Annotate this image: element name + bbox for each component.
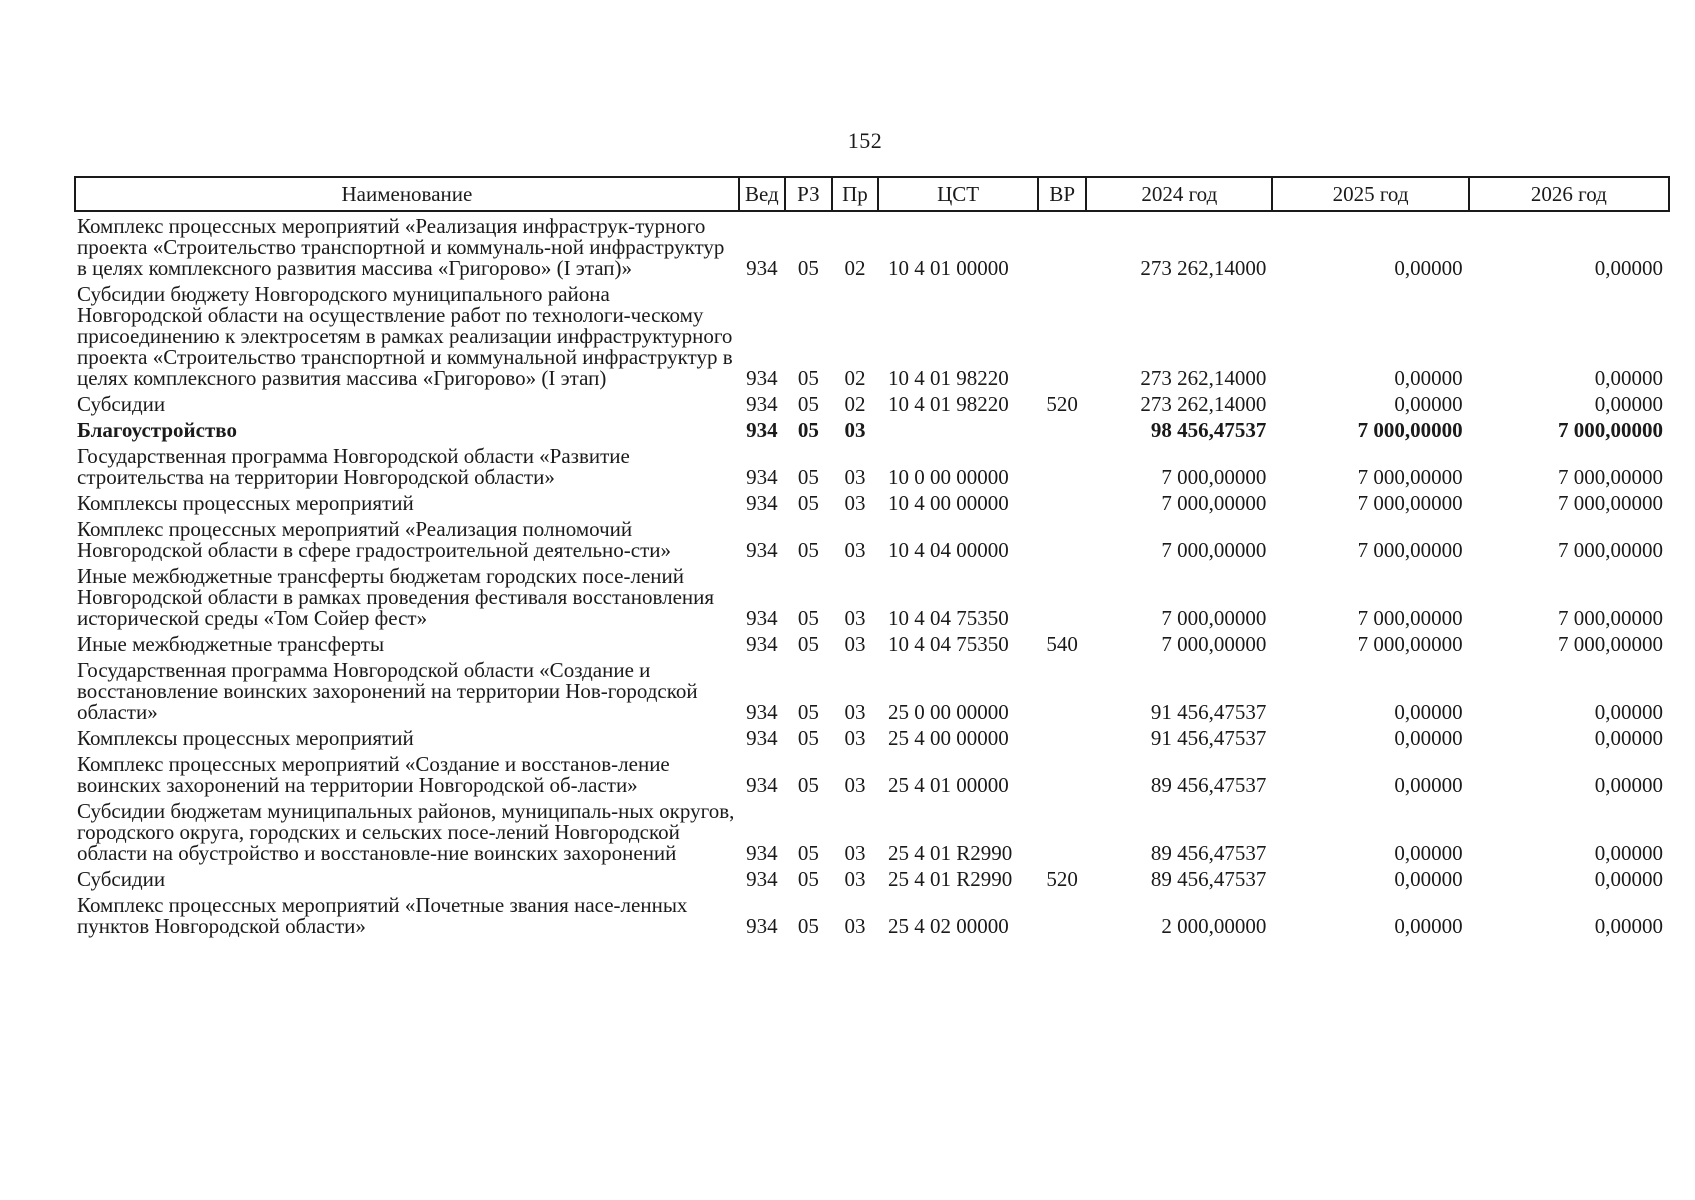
cell-name: Комплекс процессных мероприятий «Создание и восстанов-ление воинских захоронений на территории Новгородской об-ласти» bbox=[77, 752, 670, 797]
cell-2026: 7 000,00000 bbox=[1558, 606, 1663, 630]
cell-ved: 934 bbox=[746, 726, 778, 750]
cell-vr bbox=[1038, 282, 1086, 392]
cell-rz: 05 bbox=[797, 366, 819, 390]
cell-2025: 7 000,00000 bbox=[1357, 632, 1463, 656]
cell-vr bbox=[1038, 752, 1086, 799]
table-row bbox=[75, 444, 1669, 491]
cell-2025: 0,00000 bbox=[1394, 841, 1463, 865]
header-vr: ВР bbox=[1038, 177, 1086, 211]
cell-2025: 7 000,00000 bbox=[1357, 491, 1463, 515]
budget-table bbox=[74, 176, 1670, 940]
cell-2025: 0,00000 bbox=[1394, 700, 1463, 724]
cell-2024: 2 000,00000 bbox=[1161, 914, 1267, 938]
cell-rz: 05 bbox=[797, 538, 819, 562]
cell-pr: 02 bbox=[844, 256, 866, 280]
table-row bbox=[75, 726, 1669, 752]
cell-2026: 0,00000 bbox=[1594, 773, 1663, 797]
table-row bbox=[75, 564, 1669, 632]
cell-rz: 05 bbox=[797, 632, 819, 656]
cell-2024: 91 456,47537 bbox=[1150, 700, 1267, 724]
cell-vr: 520 bbox=[1046, 867, 1078, 891]
cell-2026: 0,00000 bbox=[1594, 366, 1663, 390]
header-2025: 2025 год bbox=[1272, 177, 1468, 211]
cell-vr bbox=[1038, 893, 1086, 940]
cell-cst: 10 0 00 00000 bbox=[887, 465, 1009, 489]
cell-name: Субсидии bbox=[77, 867, 166, 891]
table-row bbox=[75, 211, 1669, 282]
cell-2025: 0,00000 bbox=[1394, 256, 1463, 280]
cell-pr: 03 bbox=[844, 841, 866, 865]
cell-2024: 7 000,00000 bbox=[1161, 606, 1267, 630]
cell-name: Иные межбюджетные трансферты bbox=[77, 632, 385, 656]
cell-ved: 934 bbox=[746, 632, 778, 656]
cell-cst: 10 4 04 00000 bbox=[887, 538, 1009, 562]
cell-name: Государственная программа Новгородской области «Развитие строительства на территории Новгородской области» bbox=[77, 444, 630, 489]
header-cst: ЦСТ bbox=[878, 177, 1038, 211]
cell-2026: 0,00000 bbox=[1594, 256, 1663, 280]
cell-vr bbox=[1038, 491, 1086, 517]
table-row bbox=[75, 491, 1669, 517]
cell-cst bbox=[878, 418, 1038, 444]
cell-vr: 540 bbox=[1046, 632, 1078, 656]
cell-2024: 273 262,14000 bbox=[1140, 392, 1267, 416]
cell-2026: 0,00000 bbox=[1594, 700, 1663, 724]
cell-2026: 7 000,00000 bbox=[1558, 465, 1663, 489]
cell-2026: 0,00000 bbox=[1594, 841, 1663, 865]
table-header bbox=[75, 177, 1669, 211]
cell-pr: 03 bbox=[844, 418, 866, 442]
cell-name: Субсидии bbox=[77, 392, 166, 416]
cell-2026: 0,00000 bbox=[1594, 867, 1663, 891]
cell-rz: 05 bbox=[797, 606, 819, 630]
cell-rz: 05 bbox=[797, 867, 819, 891]
cell-2024: 273 262,14000 bbox=[1140, 366, 1267, 390]
cell-2026: 7 000,00000 bbox=[1558, 538, 1663, 562]
header-2026: 2026 год bbox=[1469, 177, 1669, 211]
cell-vr bbox=[1038, 726, 1086, 752]
header-2024: 2024 год bbox=[1086, 177, 1272, 211]
cell-vr bbox=[1038, 517, 1086, 564]
cell-cst: 25 0 00 00000 bbox=[887, 700, 1009, 724]
cell-2025: 7 000,00000 bbox=[1357, 418, 1463, 442]
cell-cst: 25 4 00 00000 bbox=[887, 726, 1009, 750]
cell-2025: 0,00000 bbox=[1394, 867, 1463, 891]
cell-name: Благоустройство bbox=[77, 418, 237, 442]
cell-cst: 25 4 02 00000 bbox=[887, 914, 1009, 938]
cell-rz: 05 bbox=[797, 726, 819, 750]
cell-2026: 7 000,00000 bbox=[1558, 632, 1663, 656]
cell-2025: 0,00000 bbox=[1394, 392, 1463, 416]
cell-cst: 10 4 04 75350 bbox=[887, 606, 1009, 630]
table-row bbox=[75, 392, 1669, 418]
cell-2026: 7 000,00000 bbox=[1558, 491, 1663, 515]
cell-name: Государственная программа Новгородской области «Создание и восстановление воинских захоронений на территории Нов-городской области» bbox=[77, 658, 698, 724]
cell-ved: 934 bbox=[746, 392, 778, 416]
cell-pr: 03 bbox=[844, 726, 866, 750]
cell-pr: 03 bbox=[844, 538, 866, 562]
cell-pr: 03 bbox=[844, 465, 866, 489]
cell-ved: 934 bbox=[746, 773, 778, 797]
cell-cst: 25 4 01 R2990 bbox=[887, 841, 1013, 865]
table-row bbox=[75, 893, 1669, 940]
header-ved: Вед bbox=[739, 177, 785, 211]
header-rz: РЗ bbox=[785, 177, 832, 211]
cell-ved: 934 bbox=[746, 914, 778, 938]
cell-2025: 7 000,00000 bbox=[1357, 538, 1463, 562]
table-row bbox=[75, 632, 1669, 658]
table-row bbox=[75, 752, 1669, 799]
cell-rz: 05 bbox=[797, 465, 819, 489]
cell-rz: 05 bbox=[797, 392, 819, 416]
cell-2024: 7 000,00000 bbox=[1161, 538, 1267, 562]
cell-pr: 03 bbox=[844, 700, 866, 724]
cell-pr: 03 bbox=[844, 773, 866, 797]
table-row bbox=[75, 658, 1669, 726]
cell-2025: 0,00000 bbox=[1394, 366, 1463, 390]
cell-pr: 03 bbox=[844, 491, 866, 515]
cell-name: Комплекс процессных мероприятий «Реализация инфраструк-турного проекта «Строительство транспортной и коммуналь-ной инфраструктур в целях комплексного развития массива «Григорово» (I этап)» bbox=[77, 214, 725, 280]
cell-pr: 03 bbox=[844, 867, 866, 891]
cell-ved: 934 bbox=[746, 491, 778, 515]
cell-ved: 934 bbox=[746, 538, 778, 562]
cell-rz: 05 bbox=[797, 773, 819, 797]
cell-cst: 25 4 01 R2990 bbox=[887, 867, 1013, 891]
table-row bbox=[75, 517, 1669, 564]
cell-2026: 0,00000 bbox=[1594, 392, 1663, 416]
cell-rz: 05 bbox=[797, 418, 819, 442]
cell-name: Субсидии бюджету Новгородского муниципального района Новгородской области на осуществление работ по технологи-ческому присоединению к электросетям в рамках реализации инфраструктурного проекта «Строительство транспортной и коммунальной инфраструктур в целях комплексного развития массива «Григорово» (I этап) bbox=[77, 282, 733, 390]
table-row bbox=[75, 867, 1669, 893]
cell-2024: 91 456,47537 bbox=[1150, 726, 1267, 750]
cell-2024: 7 000,00000 bbox=[1161, 491, 1267, 515]
cell-2025: 7 000,00000 bbox=[1357, 606, 1463, 630]
cell-cst: 25 4 01 00000 bbox=[887, 773, 1009, 797]
cell-name: Комплекс процессных мероприятий «Реализация полномочий Новгородской области в сфере градостроительной деятельно-сти» bbox=[77, 517, 671, 562]
cell-cst: 10 4 01 00000 bbox=[887, 256, 1009, 280]
cell-ved: 934 bbox=[746, 366, 778, 390]
cell-2026: 7 000,00000 bbox=[1558, 418, 1663, 442]
cell-rz: 05 bbox=[797, 914, 819, 938]
cell-ved: 934 bbox=[746, 700, 778, 724]
cell-2026: 0,00000 bbox=[1594, 914, 1663, 938]
cell-pr: 03 bbox=[844, 632, 866, 656]
header-name: Наименование bbox=[75, 177, 739, 211]
cell-2024: 89 456,47537 bbox=[1150, 773, 1267, 797]
cell-2026: 0,00000 bbox=[1594, 726, 1663, 750]
page-number: 152 bbox=[847, 128, 883, 153]
cell-vr: 520 bbox=[1046, 392, 1078, 416]
cell-2024: 98 456,47537 bbox=[1150, 418, 1267, 442]
table-body bbox=[75, 211, 1669, 940]
cell-vr bbox=[1038, 444, 1086, 491]
cell-rz: 05 bbox=[797, 491, 819, 515]
cell-2025: 0,00000 bbox=[1394, 914, 1463, 938]
cell-pr: 02 bbox=[844, 392, 866, 416]
cell-name: Комплексы процессных мероприятий bbox=[77, 491, 414, 515]
cell-cst: 10 4 01 98220 bbox=[887, 392, 1009, 416]
cell-2025: 0,00000 bbox=[1394, 773, 1463, 797]
table-row bbox=[75, 282, 1669, 392]
cell-name: Субсидии бюджетам муниципальных районов, муниципаль-ных округов, городского округа, городских и сельских посе-лений Новгородской области на обустройство и восстановле-ние воинских захоронений bbox=[77, 799, 735, 865]
cell-cst: 10 4 00 00000 bbox=[887, 491, 1009, 515]
table-row bbox=[75, 418, 1669, 444]
cell-pr: 03 bbox=[844, 606, 866, 630]
header-pr: Пр bbox=[832, 177, 878, 211]
cell-name: Комплекс процессных мероприятий «Почетные звания насе-ленных пунктов Новгородской области» bbox=[77, 893, 688, 938]
cell-vr bbox=[1038, 211, 1086, 282]
cell-ved: 934 bbox=[746, 465, 778, 489]
cell-rz: 05 bbox=[797, 256, 819, 280]
cell-ved: 934 bbox=[746, 606, 778, 630]
cell-name: Комплексы процессных мероприятий bbox=[77, 726, 414, 750]
cell-2024: 7 000,00000 bbox=[1161, 465, 1267, 489]
cell-pr: 02 bbox=[844, 366, 866, 390]
cell-vr bbox=[1038, 799, 1086, 867]
cell-vr bbox=[1038, 564, 1086, 632]
cell-cst: 10 4 01 98220 bbox=[887, 366, 1009, 390]
cell-name: Иные межбюджетные трансферты бюджетам городских посе-лений Новгородской области в рамках проведения фестиваля восстановления исторической среды «Том Сойер фест» bbox=[77, 564, 715, 630]
cell-vr bbox=[1038, 418, 1086, 444]
table-row bbox=[75, 799, 1669, 867]
cell-vr bbox=[1038, 658, 1086, 726]
cell-ved: 934 bbox=[746, 841, 778, 865]
cell-pr: 03 bbox=[844, 914, 866, 938]
cell-rz: 05 bbox=[797, 841, 819, 865]
cell-ved: 934 bbox=[746, 256, 778, 280]
cell-2025: 0,00000 bbox=[1394, 726, 1463, 750]
cell-rz: 05 bbox=[797, 700, 819, 724]
cell-2024: 89 456,47537 bbox=[1150, 841, 1267, 865]
cell-ved: 934 bbox=[746, 418, 778, 442]
cell-2024: 273 262,14000 bbox=[1140, 256, 1267, 280]
cell-2025: 7 000,00000 bbox=[1357, 465, 1463, 489]
cell-cst: 10 4 04 75350 bbox=[887, 632, 1009, 656]
cell-2024: 89 456,47537 bbox=[1150, 867, 1267, 891]
cell-ved: 934 bbox=[746, 867, 778, 891]
cell-2024: 7 000,00000 bbox=[1161, 632, 1267, 656]
